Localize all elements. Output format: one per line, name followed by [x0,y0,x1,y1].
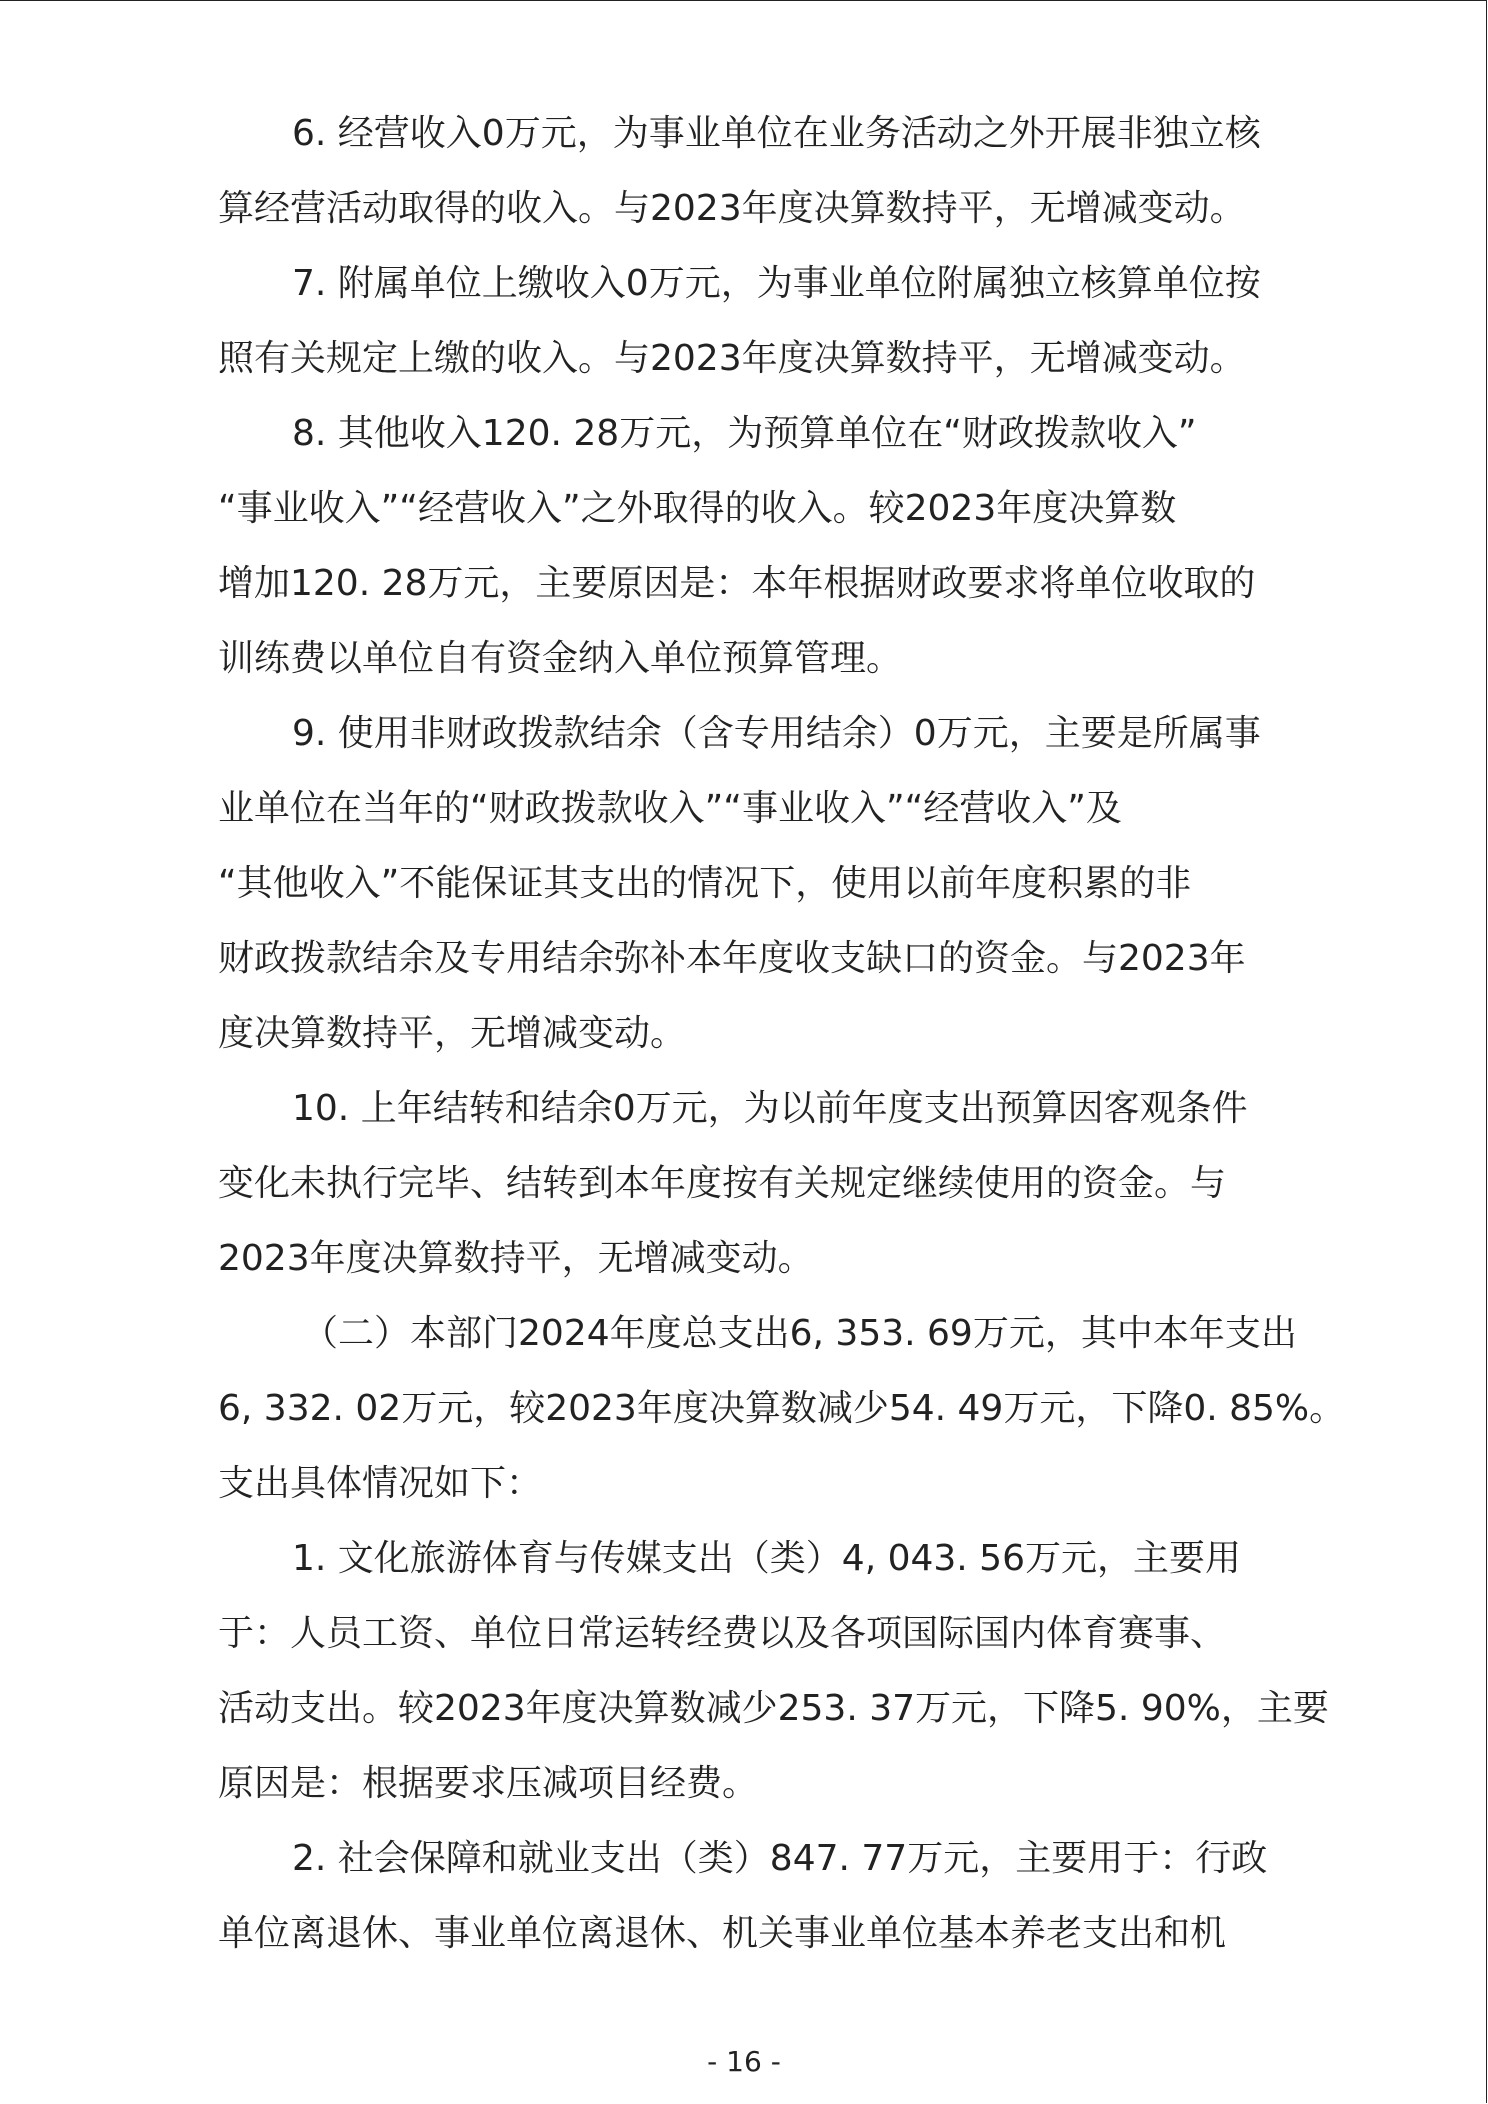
document-body [218,96,1346,1971]
text-line: （二）本部门2024年度总支出6, 353. 69万元，其中本年支出 [302,1313,1297,1354]
text-line: 10. 上年结转和结余0万元，为以前年度支出预算因客观条件 [292,1088,1248,1129]
text-line: 于：人员工资、单位日常运转经费以及各项国际国内体育赛事、 [218,1613,1227,1654]
text-line: 1. 文化旅游体育与传媒支出（类）4, 043. 56万元，主要用 [292,1538,1241,1579]
text-line: 度决算数持平，无增减变动。 [218,1013,687,1054]
text-line: 支出具体情况如下： [218,1463,543,1504]
text-line: 增加120. 28万元，主要原因是：本年根据财政要求将单位收取的 [218,563,1256,604]
text-line: “事业收入”“经营收入”之外取得的收入。较2023年度决算数 [218,488,1177,529]
text-line: 2023年度决算数持平，无增减变动。 [218,1238,814,1279]
text-line: “其他收入”不能保证其支出的情况下，使用以前年度积累的非 [218,863,1192,904]
text-line: 业单位在当年的“财政拨款收入”“事业收入”“经营收入”及 [218,788,1122,829]
text-line: 财政拨款结余及专用结余弥补本年度收支缺口的资金。与2023年 [218,938,1246,979]
text-line: 训练费以单位自有资金纳入单位预算管理。 [218,638,903,679]
text-line: 2. 社会保障和就业支出（类）847. 77万元，主要用于：行政 [292,1838,1268,1879]
text-line: 原因是：根据要求压减项目经费。 [218,1763,759,1804]
text-line: 算经营活动取得的收入。与2023年度决算数持平，无增减变动。 [218,188,1246,229]
text-line: 7. 附属单位上缴收入0万元，为事业单位附属独立核算单位按 [292,263,1261,304]
text-line: 照有关规定上缴的收入。与2023年度决算数持平，无增减变动。 [218,338,1246,379]
text-line: 8. 其他收入120. 28万元，为预算单位在“财政拨款收入” [292,413,1197,454]
text-line: 变化未执行完毕、结转到本年度按有关规定继续使用的资金。与 [218,1163,1227,1204]
text-line: 6. 经营收入0万元，为事业单位在业务活动之外开展非独立核 [292,113,1261,154]
text-line: 活动支出。较2023年度决算数减少253. 37万元，下降5. 90%，主要 [218,1688,1329,1729]
page-number: - 16 - [707,2045,781,2078]
text-line: 6, 332. 02万元，较2023年度决算数减少54. 49万元，下降0. 85%。 [218,1388,1346,1429]
text-line: 单位离退休、事业单位离退休、机关事业单位基本养老支出和机 [218,1913,1227,1954]
text-line: 9. 使用非财政拨款结余（含专用结余）0万元，主要是所属事 [292,713,1261,754]
